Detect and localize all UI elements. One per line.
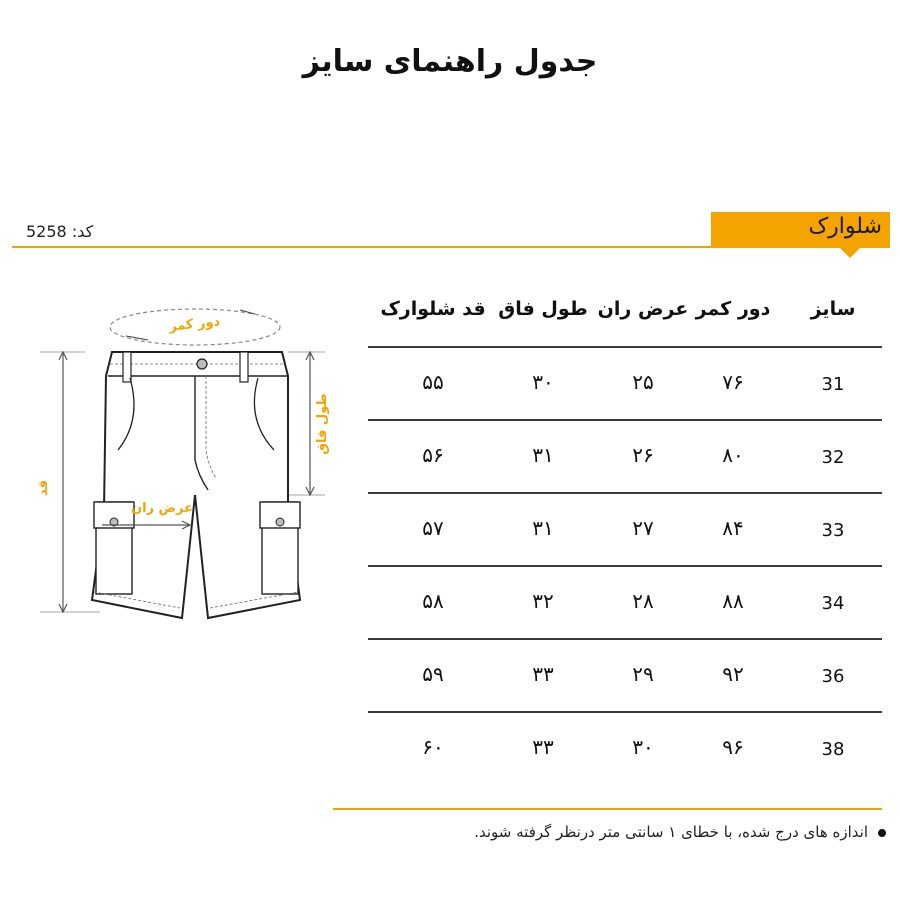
table-row bbox=[368, 713, 882, 784]
measurement-note bbox=[474, 823, 886, 841]
product-code bbox=[26, 222, 93, 241]
cell-rise: ۳۱ bbox=[532, 443, 554, 467]
header-size: سایز bbox=[810, 298, 856, 320]
thigh-label: عرض ران bbox=[130, 501, 194, 516]
section-label: شلوارک bbox=[808, 214, 882, 239]
header-length: قد شلوارک bbox=[380, 298, 486, 320]
cell-size: 38 bbox=[821, 739, 845, 760]
table-row bbox=[368, 348, 882, 421]
cell-length: ۶۰ bbox=[422, 735, 444, 759]
measurement-note-text: اندازه های درج شده، با خطای ۱ سانتی متر درنظر گرفته شوند. bbox=[474, 823, 868, 841]
bullet-icon bbox=[878, 829, 886, 837]
product-code-label: کد: bbox=[71, 222, 94, 241]
cell-waist: ۹۲ bbox=[722, 662, 744, 686]
rise-label: طول فاق bbox=[315, 393, 330, 455]
header-waist: دور کمر bbox=[695, 298, 771, 320]
header-thigh: عرض ران bbox=[597, 298, 689, 320]
cell-size: 36 bbox=[821, 666, 845, 687]
table-row bbox=[368, 421, 882, 494]
cell-thigh: ۲۶ bbox=[632, 443, 654, 467]
cell-length: ۵۶ bbox=[422, 443, 444, 467]
table-header bbox=[368, 280, 882, 348]
cell-size: 32 bbox=[821, 447, 845, 468]
header-divider bbox=[12, 246, 890, 248]
page-title: جدول راهنمای سایز bbox=[302, 44, 598, 79]
header-rise: طول فاق bbox=[498, 298, 588, 320]
cell-size: 34 bbox=[821, 593, 845, 614]
cell-waist: ۸۰ bbox=[722, 443, 744, 467]
footer-divider bbox=[333, 808, 882, 810]
table-row bbox=[368, 567, 882, 640]
length-label: قد bbox=[36, 479, 51, 497]
cell-thigh: ۳۰ bbox=[632, 735, 654, 759]
cell-waist: ۹۶ bbox=[722, 735, 744, 759]
cell-thigh: ۲۹ bbox=[632, 662, 654, 686]
cell-thigh: ۲۷ bbox=[632, 516, 654, 540]
cell-size: 31 bbox=[821, 374, 845, 395]
cell-length: ۵۸ bbox=[422, 589, 444, 613]
table-row bbox=[368, 640, 882, 713]
cell-rise: ۳۱ bbox=[532, 516, 554, 540]
waist-label: دور کمر bbox=[168, 314, 221, 335]
cell-waist: ۸۴ bbox=[722, 516, 744, 540]
waist-button bbox=[197, 359, 207, 369]
cell-waist: ۷۶ bbox=[722, 370, 744, 394]
shorts-diagram bbox=[30, 300, 330, 640]
cell-rise: ۳۰ bbox=[532, 370, 554, 394]
cell-length: ۵۹ bbox=[422, 662, 444, 686]
cell-size: 33 bbox=[821, 520, 845, 541]
size-table bbox=[368, 280, 882, 784]
cell-rise: ۳۲ bbox=[532, 589, 554, 613]
cell-length: ۵۷ bbox=[422, 516, 444, 540]
cell-waist: ۸۸ bbox=[722, 589, 744, 613]
product-code-value: 5258 bbox=[26, 222, 67, 241]
cell-length: ۵۵ bbox=[422, 370, 444, 394]
cell-rise: ۳۳ bbox=[532, 662, 554, 686]
section-tab-pointer bbox=[840, 248, 860, 258]
table-row bbox=[368, 494, 882, 567]
cell-thigh: ۲۸ bbox=[632, 589, 654, 613]
cell-thigh: ۲۵ bbox=[632, 370, 654, 394]
cell-rise: ۳۳ bbox=[532, 735, 554, 759]
